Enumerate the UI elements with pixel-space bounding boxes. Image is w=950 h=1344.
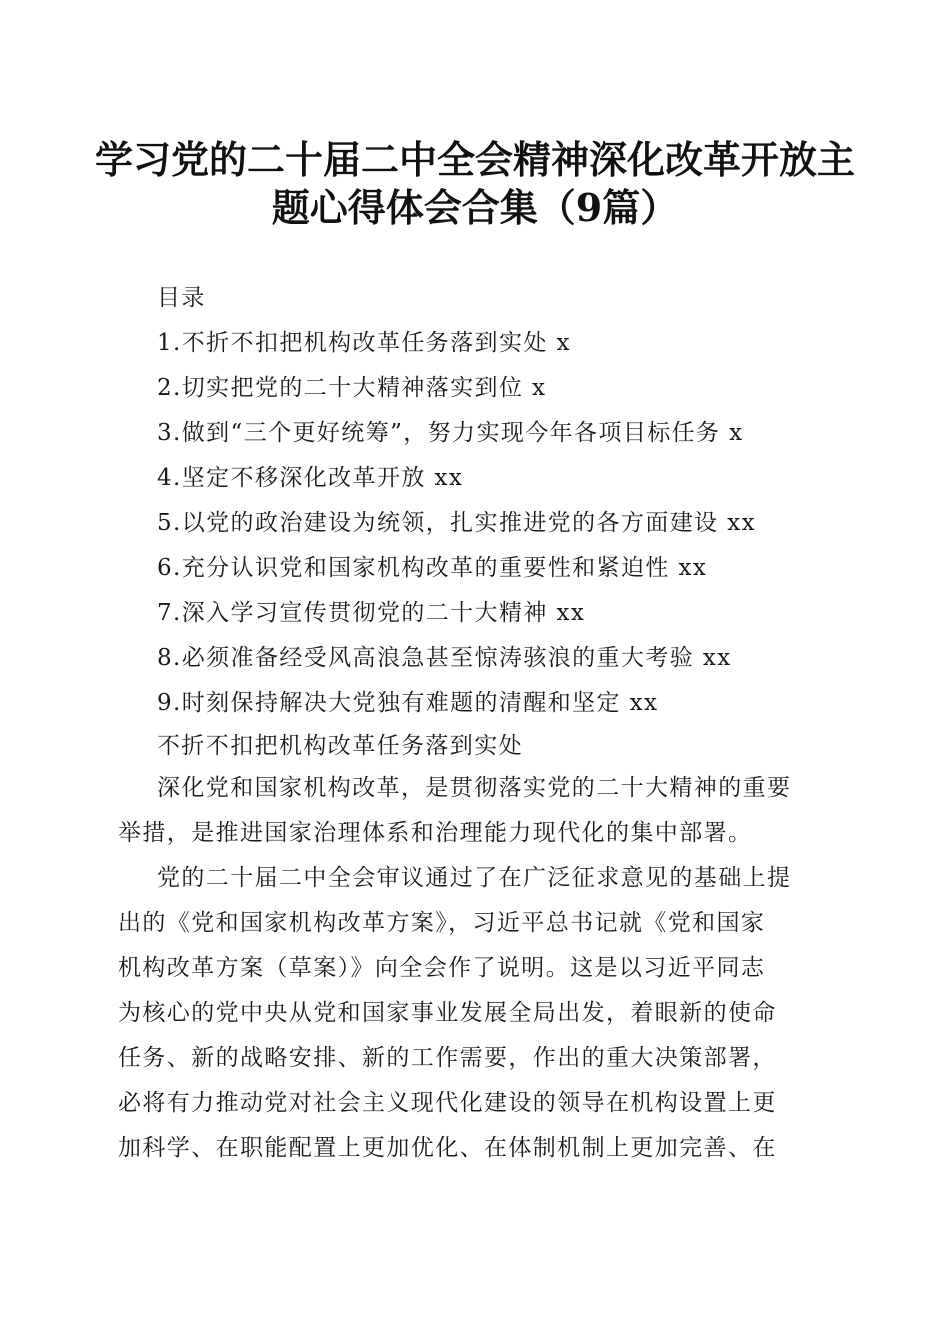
toc-item: 8.必须准备经受风高浪急甚至惊涛骇浪的重大考验 xx (157, 645, 732, 671)
paragraph-line: 深化党和国家机构改革，是贯彻落实党的二十大精神的重要 (157, 775, 792, 801)
table-of-contents (157, 276, 837, 726)
paragraph-line: 党的二十届二中全会审议通过了在广泛征求意见的基础上提 (157, 865, 792, 891)
body-paragraph (118, 766, 828, 856)
section-heading: 不折不扣把机构改革任务落到实处 (157, 733, 523, 759)
document-title (90, 136, 860, 232)
paragraph-line: 举措，是推进国家治理体系和治理能力现代化的集中部署。 (118, 820, 753, 846)
toc-item: 5.以党的政治建设为统领，扎实推进党的各方面建设 xx (157, 510, 756, 536)
toc-item: 4.坚定不移深化改革开放 xx (157, 465, 464, 491)
body-paragraph (118, 856, 828, 1171)
toc-item: 3.做到“三个更好统筹”，努力实现今年各项目标任务 x (157, 420, 744, 446)
paragraph-line: 必将有力推动党对社会主义现代化建设的领导在机构设置上更 (118, 1090, 777, 1116)
paragraph-line: 机构改革方案（草案）》向全会作了说明。这是以习近平同志 (118, 955, 766, 981)
paragraph-line: 任务、新的战略安排、新的工作需要，作出的重大决策部署， (118, 1045, 777, 1071)
toc-item: 2.切实把党的二十大精神落实到位 x (157, 375, 547, 401)
toc-item: 1.不折不扣把机构改革任务落到实处 x (157, 330, 571, 356)
paragraph-line: 为核心的党中央从党和国家事业发展全局出发，着眼新的使命 (118, 1000, 777, 1026)
paragraph-line: 出的《党和国家机构改革方案》，习近平总书记就《党和国家 (118, 910, 766, 936)
toc-heading: 目录 (157, 285, 206, 311)
toc-item: 7.深入学习宣传贯彻党的二十大精神 xx (157, 600, 586, 626)
toc-item: 9.时刻保持解决大党独有难题的清醒和坚定 xx (157, 690, 659, 716)
title-line: 题心得体会合集（9篇） (271, 185, 679, 230)
title-line: 学习党的二十届二中全会精神深化改革开放主 (94, 137, 855, 182)
toc-item: 6.充分认识党和国家机构改革的重要性和紧迫性 xx (157, 555, 708, 581)
paragraph-line: 加科学、在职能配置上更加优化、在体制机制上更加完善、在 (118, 1135, 777, 1161)
